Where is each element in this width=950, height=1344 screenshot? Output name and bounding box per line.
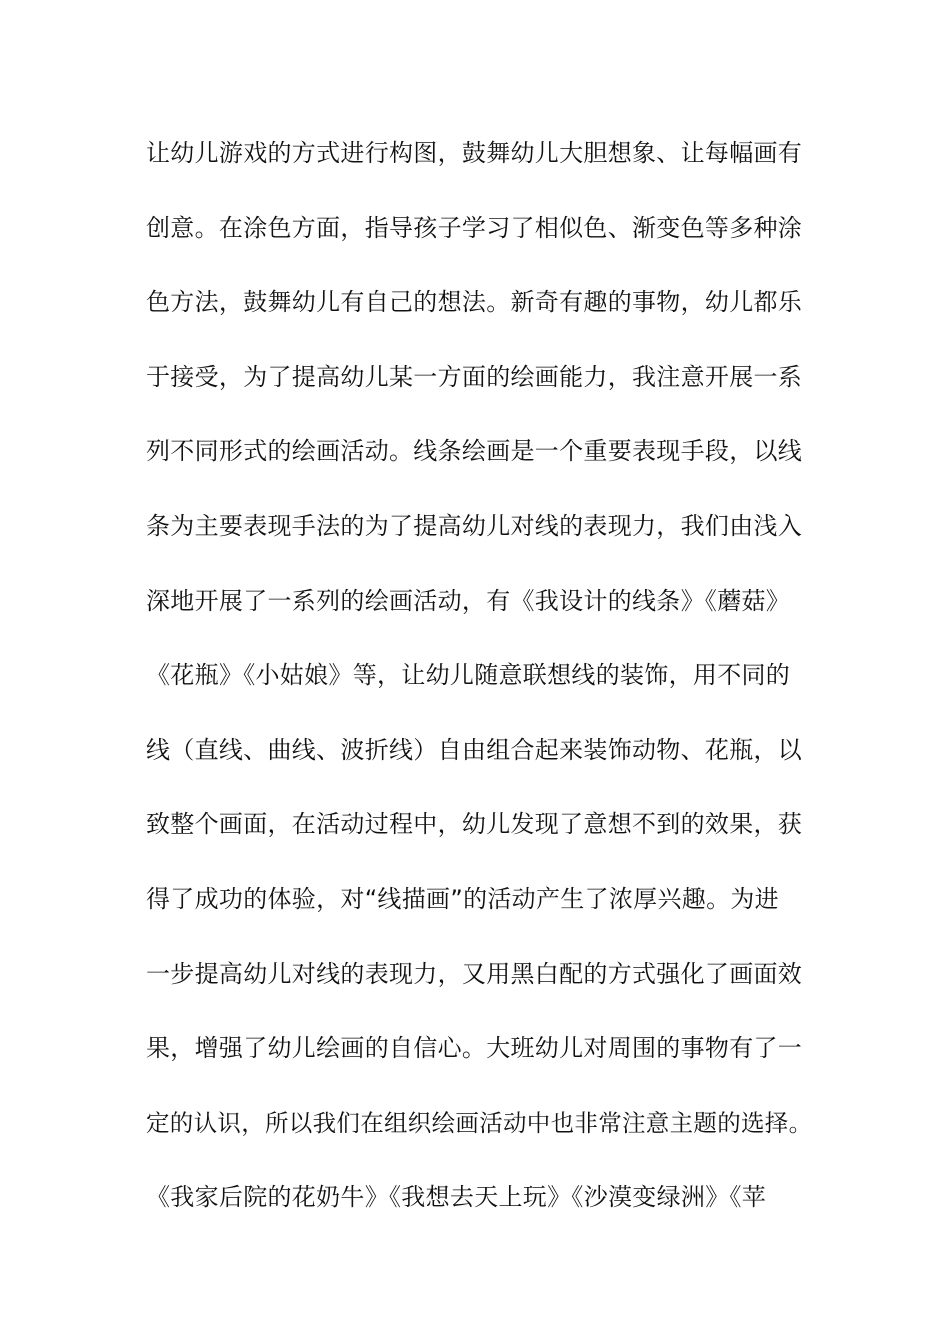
- text-line: 致整个画面，在活动过程中，幼儿发现了意想不到的效果，获: [146, 810, 803, 839]
- text-line: 列不同形式的绘画活动。线条绘画是一个重要表现手段，以线: [146, 437, 803, 466]
- text-line: 一步提高幼儿对线的表现力，又用黑白配的方式强化了画面效: [146, 959, 803, 988]
- text-line: 《花瓶》《小姑娘》等，让幼儿随意联想线的装饰，用不同的: [146, 661, 791, 690]
- text-line: 色方法，鼓舞幼儿有自己的想法。新奇有趣的事物，幼儿都乐: [146, 288, 803, 317]
- text-line: 得了成功的体验，对“线描画”的活动产生了浓厚兴趣。为进: [146, 884, 779, 913]
- text-line: 《我家后院的花奶牛》《我想去天上玩》《沙漠变绿洲》《苹: [146, 1183, 767, 1212]
- text-line: 线（直线、曲线、波折线）自由组合起来装饰动物、花瓶，以: [146, 735, 803, 764]
- text-line: 创意。在涂色方面，指导孩子学习了相似色、渐变色等多种涂: [146, 213, 803, 242]
- body-text: [146, 127, 816, 1246]
- text-line: 条为主要表现手法的为了提高幼儿对线的表现力，我们由浅入: [146, 511, 803, 540]
- text-line: 深地开展了一系列的绘画活动，有《我设计的线条》《蘑菇》: [146, 586, 791, 615]
- text-line: 让幼儿游戏的方式进行构图，鼓舞幼儿大胆想象、让每幅画有: [146, 139, 803, 167]
- text-line: 果，增强了幼儿绘画的自信心。大班幼儿对周围的事物有了一: [146, 1034, 803, 1063]
- text-line: 于接受，为了提高幼儿某一方面的绘画能力，我注意开展一系: [146, 362, 803, 391]
- text-line: 定的认识，所以我们在组织绘画活动中也非常注意主题的选择。: [146, 1108, 813, 1137]
